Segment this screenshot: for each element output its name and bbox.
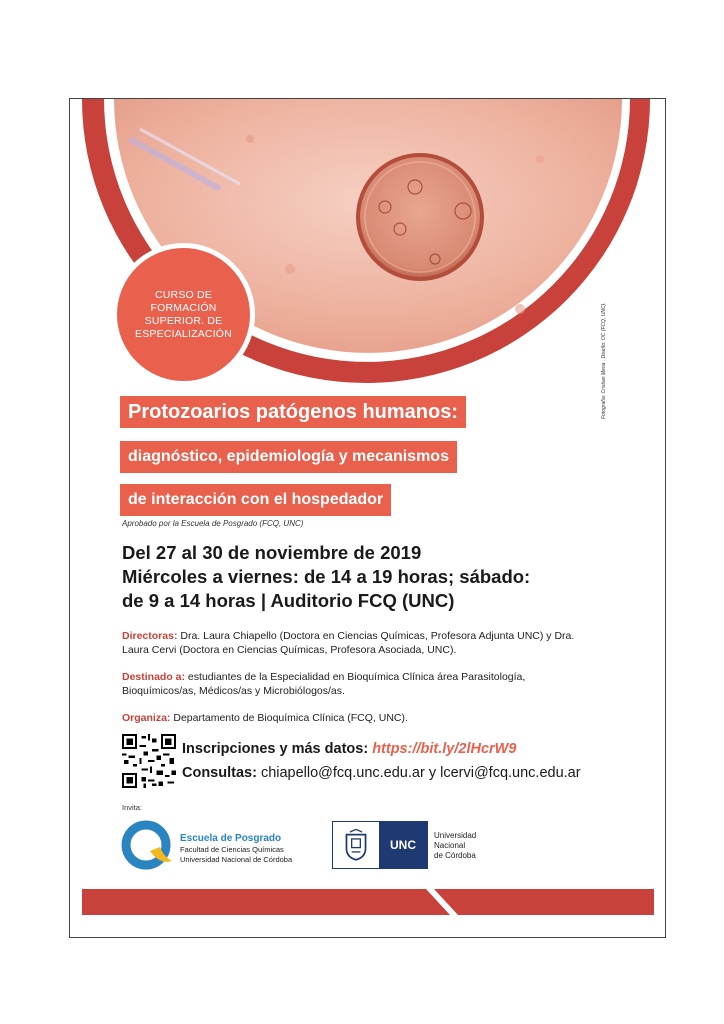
consult-label: Consultas:	[182, 765, 257, 781]
directoras-text: Dra. Laura Chiapello (Doctora en Ciencias Químicas, Profesora Adjunta UNC) y Dra. Laura Cervi (Doctora en Ciencias Químicas, Profesora Asociada, UNC).	[122, 630, 575, 656]
footer-band	[70, 889, 665, 915]
organiza-label: Organiza:	[122, 712, 171, 724]
consult-line	[182, 763, 581, 783]
unc-tag: UNC	[379, 822, 427, 868]
approval-note: Aprobado por la Escuela de Posgrado (FCQ, UNC)	[122, 519, 304, 528]
schedule-line-2: Miércoles a viernes: de 14 a 19 horas; sábado:	[122, 566, 531, 587]
unc-name	[434, 831, 476, 861]
badge-line-1: CURSO DE	[154, 288, 213, 301]
destinado-text: estudiantes de la Especialidad en Bioquímica Clínica área Parasitología, Bioquímicos/as, Médicos/as y Microbiólogos/as.	[122, 671, 526, 697]
unc-logo	[332, 821, 428, 869]
schedule	[122, 541, 530, 613]
escuela-line-3: Universidad Nacional de Córdoba	[180, 855, 293, 864]
title-line-3: de interacción con el hospedador	[120, 484, 391, 516]
unc-line-3: de Córdoba	[434, 851, 476, 860]
schedule-line-1: Del 27 al 30 de noviembre de 2019	[122, 542, 422, 563]
destinado-block	[122, 670, 592, 698]
destinado-label: Destinado a:	[122, 671, 186, 683]
badge-line-4: ESPECIALIZACIÓN	[135, 327, 232, 340]
escuela-name: Escuela de Posgrado	[180, 833, 282, 844]
poster	[69, 98, 666, 938]
unc-line-1: Universidad	[434, 831, 477, 840]
course-badge	[112, 243, 255, 386]
consult-emails[interactable]: chiapello@fcq.unc.edu.ar y lcervi@fcq.unc.edu.ar	[256, 765, 581, 781]
directoras-block	[122, 629, 592, 657]
cyst	[358, 155, 482, 279]
unc-line-2: Nacional	[434, 841, 466, 850]
badge-line-2: FORMACIÓN	[150, 301, 217, 314]
registration-label: Inscripciones y más datos:	[182, 741, 373, 757]
escuela-posgrado-text	[180, 833, 292, 865]
schedule-line-3: de 9 a 14 horas | Auditorio FCQ (UNC)	[122, 590, 455, 611]
escuela-line-2: Facultad de Ciencias Químicas	[180, 845, 284, 854]
unc-crest-icon	[333, 822, 379, 868]
directoras-label: Directoras:	[122, 630, 178, 642]
qr-code-icon[interactable]	[122, 734, 176, 788]
badge-line-3: SUPERIOR. DE	[144, 314, 223, 327]
invita-label: Invita:	[122, 803, 143, 812]
photo-credit: Fotografía: Cristian Mena . Diseño: OC (FCQ, UNC).	[601, 302, 607, 419]
organiza-text: Departamento de Bioquímica Clínica (FCQ, UNC).	[170, 712, 408, 724]
title-line-1: Protozoarios patógenos humanos:	[120, 396, 466, 428]
registration-line	[182, 739, 516, 759]
organiza-block	[122, 711, 592, 725]
escuela-posgrado-logo-icon	[120, 817, 176, 873]
title-line-2: diagnóstico, epidemiología y mecanismos	[120, 441, 457, 473]
registration-link[interactable]: https://bit.ly/2lHcrW9	[372, 741, 517, 757]
